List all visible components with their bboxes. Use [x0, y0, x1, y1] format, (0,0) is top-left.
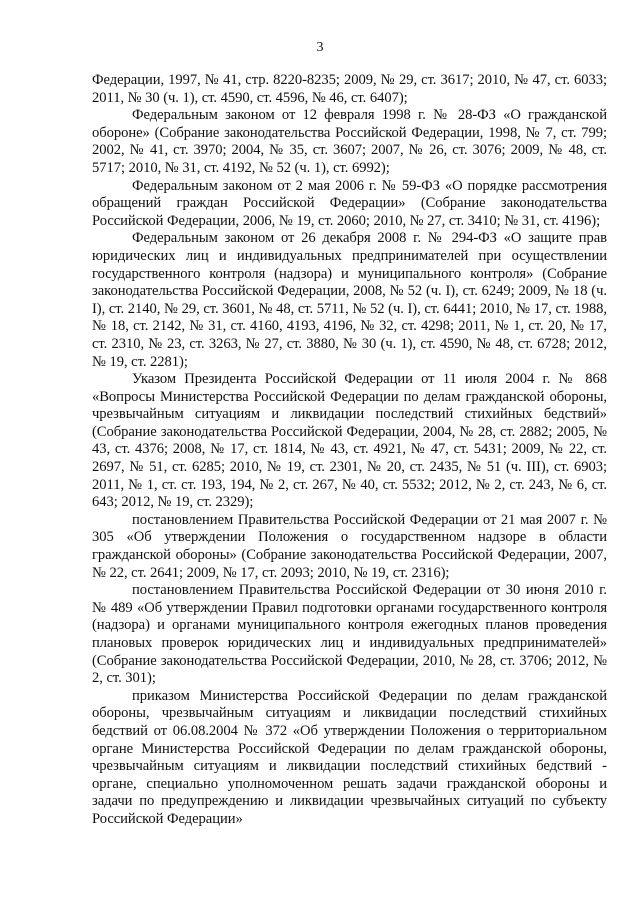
paragraph-government-resolution-305: постановлением Правительства Российской Федерации от 21 мая 2007 г. № 305 «Об утверждении Положения о государственном надзоре в области гражданской обороны» (Собрание законодательства Российской Федерации, 2007, № 22, ст. 2641; 2009, № 17, ст. 2093; 2010, № 19, ст. 2316);	[92, 511, 607, 581]
paragraph-government-resolution-489: постановлением Правительства Российской Федерации от 30 июня 2010 г. № 489 «Об утверждении Правил подготовки органами государственного контроля (надзора) и органами муниципального контроля ежегодных планов проведения плановых проверок юридических лиц и индивидуальных предпринимателей» (Собрание законодательства Российской Федерации, 2010, № 28, ст. 3706; 2012, № 2, ст. 301);	[92, 582, 607, 687]
paragraph-continuation: Федерации, 1997, № 41, стр. 8220-8235; 2009, № 29, ст. 3617; 2010, № 47, ст. 6033; 2011, № 30 (ч. 1), ст. 4590, ст. 4596, № 46, ст. 6407);	[92, 72, 607, 106]
paragraph-federal-law-entrepreneur-rights: Федеральным законом от 26 декабря 2008 г. № 294-ФЗ «О защите прав юридических лиц и индивидуальных предпринимателей при осуществлении государственного контроля (надзора) и муниципального контроля» (Собрание законодательства Российской Федерации, 2008, № 52 (ч. I), ст. 6249; 2009, № 18 (ч. I), ст. 2140, № 29, ст. 3601, № 48, ст. 5711, № 52 (ч. I), ст. 6441; 2010, № 17, ст. 1988, № 18, ст. 2142, № 31, ст. 4160, 4193, 4196, № 32, ст. 4298; 2011, № 1, ст. 20, № 17, ст. 2310, № 23, ст. 3263, № 27, ст. 3880, № 30 (ч. 1), ст. 4590, № 48, ст. 6728; 2012, № 19, ст. 2281);	[92, 230, 607, 370]
paragraph-ministry-order-372: приказом Министерства Российской Федерации по делам гражданской обороны, чрезвычайным ситуациям и ликвидации последствий стихийных бедствий от 06.08.2004 № 372 «Об утверждении Положения о территориальном органе Министерства Российской Федерации по делам гражданской обороны, чрезвычайным ситуациям и ликвидации последствий стихийных бедствий - органе, специально уполномоченном решать задачи гражданской обороны и задачи по предупреждению и ликвидации чрезвычайных ситуаций по субъекту Российской Федерации»	[92, 687, 607, 827]
paragraph-presidential-decree: Указом Президента Российской Федерации от 11 июля 2004 г. № 868 «Вопросы Министерства Российской Федерации по делам гражданской обороны, чрезвычайным ситуациям и ликвидации последствий стихийных бедствий» (Собрание законодательства Российской Федерации, 2004, № 28, ст. 2882; 2005, № 43, ст. 4376; 2008, № 17, ст. 1814, № 43, ст. 4921, № 47, ст. 5431; 2009, № 22, ст. 2697, № 51, ст. 6285; 2010, № 19, ст. 2301, № 20, ст. 2435, № 51 (ч. III), ст. 6903; 2011, № 1, ст. ст. 193, 194, № 2, ст. 267, № 40, ст. 5532; 2012, № 2, ст. 243, № 6, ст. 643; 2012, № 19, ст. 2329);	[92, 371, 607, 511]
paragraph-federal-law-citizen-appeals: Федеральным законом от 2 мая 2006 г. № 59-ФЗ «О порядке рассмотрения обращений граждан Российской Федерации» (Собрание законодательства Российской Федерации, 2006, № 19, ст. 2060; 2010, № 27, ст. 3410; № 31, ст. 4196);	[92, 177, 607, 229]
document-body	[92, 72, 607, 829]
paragraph-federal-law-civil-defense: Федеральным законом от 12 февраля 1998 г. № 28-ФЗ «О гражданской обороне» (Собрание законодательства Российской Федерации, 1998, № 7, ст. 799; 2002, № 41, ст. 3970; 2004, № 35, ст. 3607; 2007, № 26, ст. 3076; 2009, № 48, ст. 5717; 2010, № 31, ст. 4192, № 52 (ч. 1), ст. 6992);	[92, 107, 607, 176]
page-number: 3	[316, 40, 324, 55]
